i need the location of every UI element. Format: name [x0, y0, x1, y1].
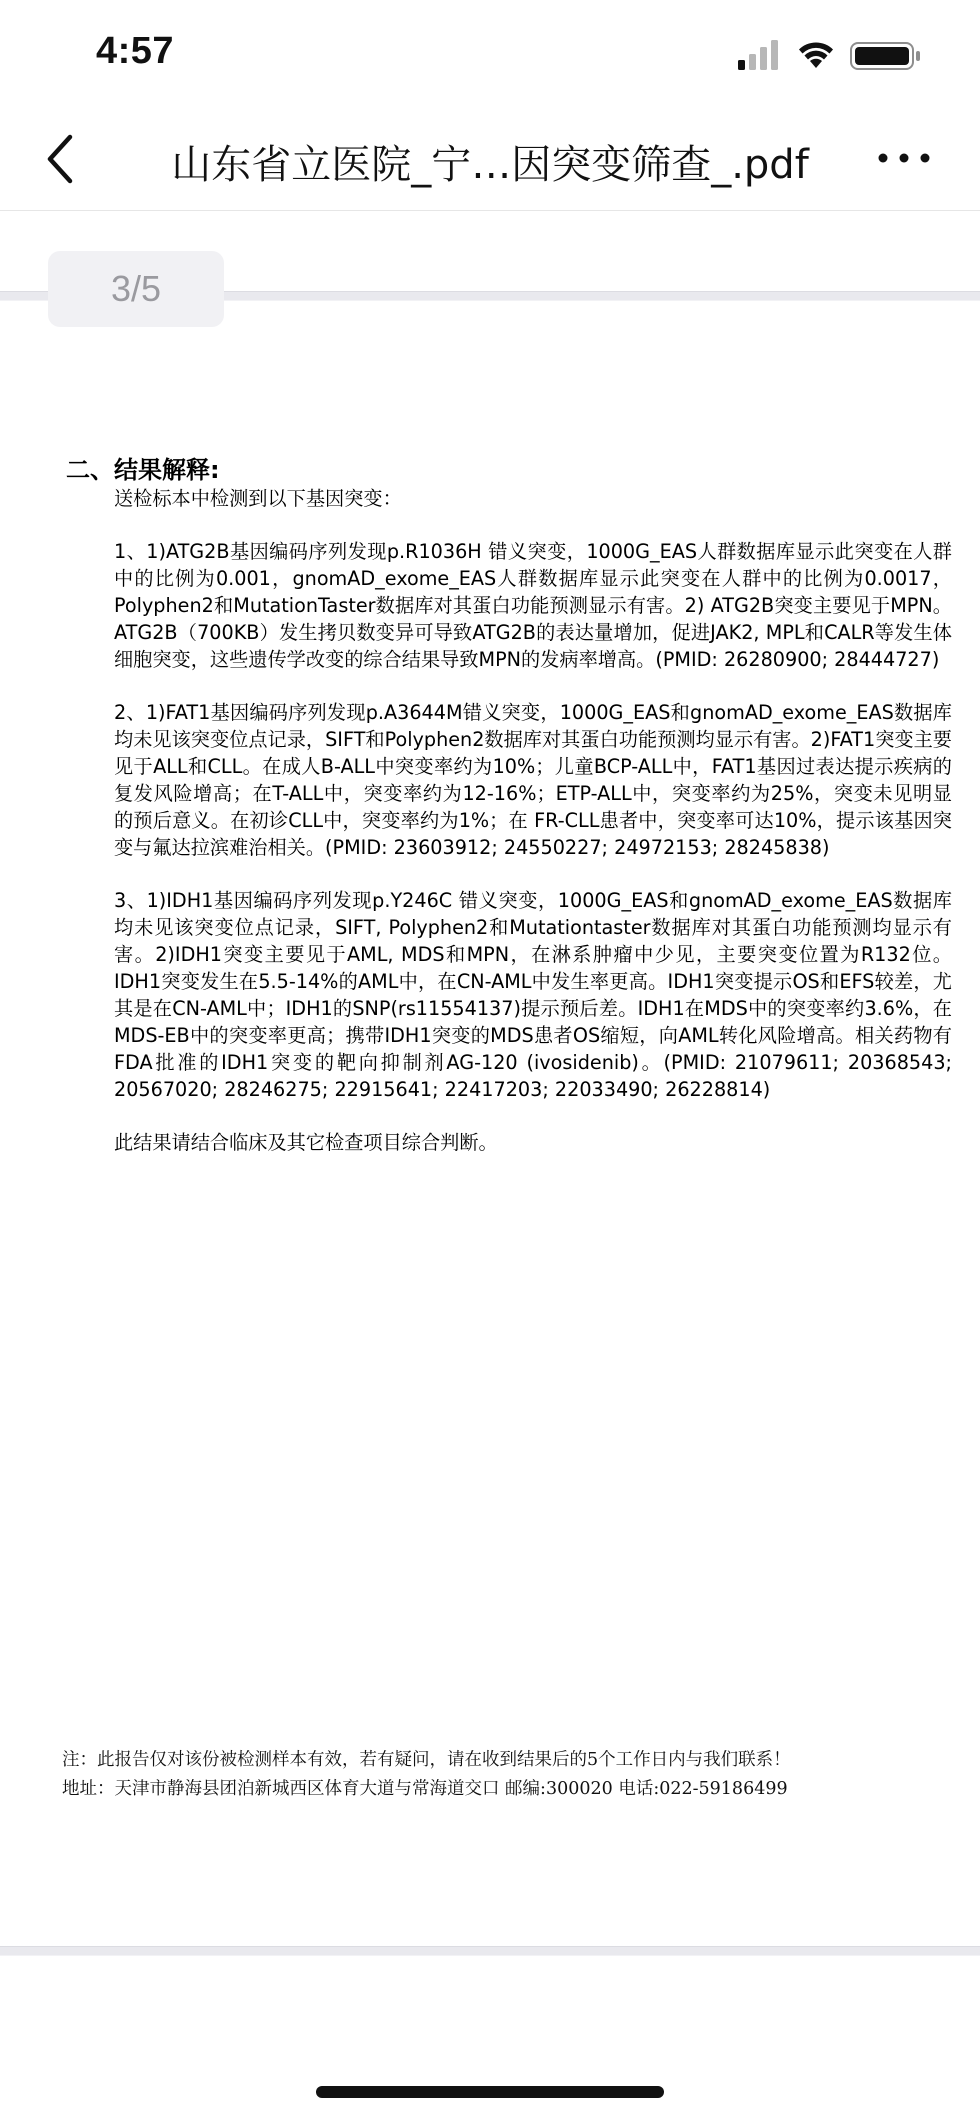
report-footer: [62, 1746, 942, 1804]
finding-atg2b: 1、1)ATG2B基因编码序列发现p.R1036H 错义突变，1000G_EAS人群数据库显示此突变在人群中的比例为0.001，gnomAD_exome_EAS人群数据库显示此突变在人群中的比例为0.0017，Polyphen2和MutationTaster数据库对其蛋白功能预测显示有害。2) ATG2B突变主要见于MPN。ATG2B（700KB）发生拷贝数变异可导致ATG2B的表达量增加，促进JAK2, MPL和CALR等发生体细胞突变，这些遗传学改变的综合结果导致MPN的发病率增高。(PMID: 26280900; 28444727): [114, 540, 952, 671]
footer-address-line: 地址：天津市静海县团泊新城西区体育大道与常海道交口 邮编:300020 电话:022-59186499: [62, 1779, 788, 1799]
report-intro: 送检标本中检测到以下基因突变：: [114, 487, 402, 510]
battery-icon: [851, 43, 920, 69]
pdf-page: [64, 455, 952, 1156]
document-title: 山东省立医院_宁…因突变筛查_.pdf: [171, 142, 809, 188]
footer-note-line: 注：此报告仅对该份被检测样本有效，若有疑问，请在收到结果后的5个工作日内与我们联系！: [62, 1750, 791, 1770]
page-separator: [0, 1946, 980, 1956]
report-body: [114, 485, 952, 1156]
cellular-signal-icon: [738, 40, 778, 70]
report-conclusion: 此结果请结合临床及其它检查项目综合判断。: [114, 1131, 498, 1154]
finding-fat1: 2、1)FAT1基因编码序列发现p.A3644M错义突变，1000G_EAS和gnomAD_exome_EAS数据库均未见该突变位点记录，SIFT和Polyphen2数据库对其蛋白功能预测均显示有害。2)FAT1突变主要见于ALL和CLL。在成人B-ALL中突变率约为10%；儿童BCP-ALL中，FAT1基因过表达提示疾病的复发风险增高；在T-ALL中，突变率约为12-16%；ETP-ALL中，突变率约为25%，突变未见明显的预后意义。在初诊CLL中，突变率约为1%；在 FR-CLL患者中，突变率可达10%，提示该基因突变与氟达拉滨难治相关。(PMID: 23603912; 24550227; 24972153; 28245838): [114, 701, 952, 859]
nav-bar: [0, 105, 980, 211]
more-options-icon[interactable]: [876, 143, 932, 173]
pdf-content-area[interactable]: [0, 211, 980, 2071]
section-heading: 二、结果解释:: [66, 456, 220, 484]
home-indicator[interactable]: [316, 2086, 664, 2098]
wifi-icon: [799, 42, 833, 68]
status-bar: [0, 0, 980, 100]
back-chevron-icon[interactable]: [42, 131, 82, 187]
status-icons: [738, 38, 928, 72]
finding-idh1: 3、1)IDH1基因编码序列发现p.Y246C 错义突变，1000G_EAS和gnomAD_exome_EAS数据库均未见该突变位点记录，SIFT, Polyphen2和Mutationtaster数据库对其蛋白功能预测均显示有害。2)IDH1突变主要见于AML, MDS和MPN，在淋系肿瘤中少见，主要突变位置为R132位。IDH1突变发生在5.5-14%的AML中，在CN-AML中发生率更高。IDH1突变提示OS和EFS较差，尤其是在CN-AML中；IDH1的SNP(rs11554137)提示预后差。IDH1在MDS中的突变率约3.6%，在MDS-EB中的突变率更高；携带IDH1突变的MDS患者OS缩短，向AML转化风险增高。相关药物有FDA批准的IDH1突变的靶向抑制剂AG-120 (ivosidenib)。(PMID: 21079611; 20368543; 20567020; 28246275; 22915641; 22417203; 22033490; 26228814): [114, 889, 952, 1101]
page-indicator: 3/5: [48, 251, 224, 327]
status-time: 4:57: [96, 30, 175, 72]
